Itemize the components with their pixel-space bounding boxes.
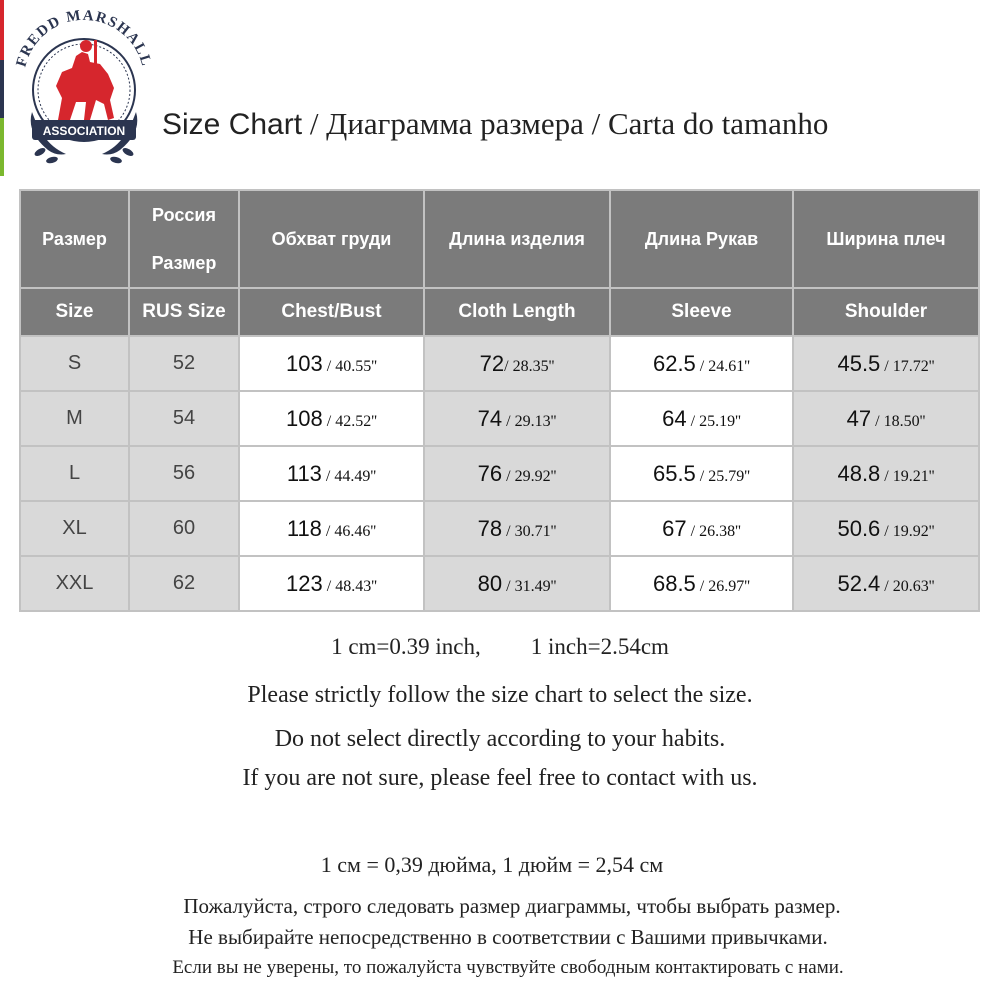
table-row bbox=[20, 446, 979, 501]
shoulder-inch: / 19.21'' bbox=[880, 467, 935, 485]
header-ru-cell: Ширина плеч bbox=[793, 190, 979, 288]
sleeve-cell bbox=[610, 336, 793, 391]
size-cell: XXL bbox=[20, 556, 129, 611]
header-en-cell: Size bbox=[20, 288, 129, 336]
header-ru-cell: Длина Рукав bbox=[610, 190, 793, 288]
table-header-en bbox=[20, 288, 979, 336]
rus-size-cell: 54 bbox=[129, 391, 239, 446]
conversion-note-ru: 1 см = 0,39 дюйма, 1 дюйм = 2,54 см bbox=[320, 852, 664, 877]
sleeve-inch: / 25.19'' bbox=[686, 412, 741, 430]
length-cell bbox=[424, 446, 610, 501]
size-cell: L bbox=[20, 446, 129, 501]
chest-cm: 118 bbox=[286, 515, 322, 541]
brand-stripe-green bbox=[0, 118, 4, 176]
length-inch: / 29.92'' bbox=[502, 467, 557, 485]
chest-cell bbox=[239, 446, 424, 501]
header-en-cell: Shoulder bbox=[793, 288, 979, 336]
shoulder-inch: / 17.72'' bbox=[880, 357, 935, 375]
chest-cm: 123 bbox=[286, 570, 323, 596]
header-ru-cell: Размер bbox=[20, 190, 129, 288]
chest-inch: / 46.46'' bbox=[321, 522, 377, 540]
length-cm: 74 bbox=[477, 405, 503, 431]
conversion-cm-text: 1 cm=0.39 inch, bbox=[331, 634, 481, 659]
length-cell bbox=[424, 391, 610, 446]
shoulder-cell bbox=[793, 556, 979, 611]
title-main: Size Chart bbox=[162, 108, 303, 141]
chest-cell bbox=[239, 501, 424, 556]
shoulder-cm: 52.4 bbox=[837, 570, 881, 596]
header-en-cell: RUS Size bbox=[129, 288, 239, 336]
header-ru-cell: Россия Размер bbox=[129, 190, 239, 288]
chest-inch: / 40.55'' bbox=[322, 357, 377, 375]
length-inch: / 31.49'' bbox=[502, 577, 557, 595]
note-ru-line-1: Пожалуйста, строго следовать размер диаграммы, чтобы выбрать размер. bbox=[183, 894, 841, 918]
shoulder-cm: 48.8 bbox=[837, 460, 881, 486]
chest-cm: 113 bbox=[286, 460, 322, 486]
sleeve-cell bbox=[610, 556, 793, 611]
conversion-inch-text: 1 inch=2.54cm bbox=[530, 634, 669, 659]
length-inch: / 28.35'' bbox=[504, 357, 555, 375]
chest-inch: / 42.52'' bbox=[322, 412, 377, 430]
sleeve-cm: 62.5 bbox=[652, 350, 696, 376]
shoulder-inch: / 20.63'' bbox=[880, 577, 935, 595]
length-cm: 80 bbox=[477, 570, 503, 596]
length-cell bbox=[424, 556, 610, 611]
length-cell bbox=[424, 336, 610, 391]
note-ru-line-2: Не выбирайте непосредственно в соответствии с Вашими привычками. bbox=[188, 925, 828, 949]
sleeve-cm: 65.5 bbox=[652, 460, 696, 486]
shoulder-cell bbox=[793, 391, 979, 446]
chest-inch: / 44.49'' bbox=[321, 467, 377, 485]
chest-inch: / 48.43'' bbox=[322, 577, 377, 595]
size-cell: S bbox=[20, 336, 129, 391]
chest-cell bbox=[239, 336, 424, 391]
table-row bbox=[20, 556, 979, 611]
chest-cell bbox=[239, 556, 424, 611]
length-inch: / 30.71'' bbox=[502, 522, 557, 540]
sleeve-cm: 68.5 bbox=[652, 570, 696, 596]
shoulder-cm: 47 bbox=[846, 405, 872, 431]
title-rest: / Диаграмма размера / Carta do tamanho bbox=[302, 106, 829, 141]
length-inch: / 29.13'' bbox=[502, 412, 557, 430]
rus-size-cell: 52 bbox=[129, 336, 239, 391]
shoulder-cell bbox=[793, 446, 979, 501]
header-ru-cell: Длина изделия bbox=[424, 190, 610, 288]
length-cell bbox=[424, 501, 610, 556]
size-cell: XL bbox=[20, 501, 129, 556]
chest-cm: 103 bbox=[286, 350, 323, 376]
note-en-line-3: If you are not sure, please feel free to contact with us. bbox=[242, 765, 758, 791]
logo-ribbon-text: ASSOCIATION bbox=[42, 124, 126, 138]
length-cm: 72 bbox=[479, 350, 505, 376]
note-en-line-1: Please strictly follow the size chart to select the size. bbox=[247, 682, 753, 708]
length-cm: 76 bbox=[477, 460, 503, 486]
brand-stripe-navy bbox=[0, 60, 4, 118]
brand-stripe-red bbox=[0, 0, 4, 60]
shoulder-inch: / 19.92'' bbox=[880, 522, 935, 540]
sleeve-cell bbox=[610, 391, 793, 446]
size-cell: M bbox=[20, 391, 129, 446]
shoulder-cell bbox=[793, 501, 979, 556]
rus-size-cell: 56 bbox=[129, 446, 239, 501]
header-en-cell: Cloth Length bbox=[424, 288, 610, 336]
sleeve-inch: / 26.97'' bbox=[695, 577, 751, 595]
sleeve-inch: / 24.61'' bbox=[695, 357, 751, 375]
sleeve-inch: / 26.38'' bbox=[686, 522, 741, 540]
table-row bbox=[20, 391, 979, 446]
shoulder-inch: / 18.50'' bbox=[871, 412, 926, 430]
header-en-cell: Chest/Bust bbox=[239, 288, 424, 336]
conversion-note-en bbox=[0, 634, 1000, 660]
shoulder-cell bbox=[793, 336, 979, 391]
sleeve-inch: / 25.79'' bbox=[695, 467, 751, 485]
shoulder-cm: 45.5 bbox=[837, 350, 881, 376]
sleeve-cm: 64 bbox=[662, 405, 687, 431]
sleeve-cm: 67 bbox=[662, 515, 687, 541]
sleeve-cell bbox=[610, 446, 793, 501]
header-en-cell: Sleeve bbox=[610, 288, 793, 336]
logo-arc-text: FREDD MARSHALL bbox=[13, 7, 155, 69]
brand-logo bbox=[10, 2, 158, 172]
rus-size-cell: 62 bbox=[129, 556, 239, 611]
chest-cm: 108 bbox=[286, 405, 323, 431]
table-header-ru bbox=[20, 190, 979, 288]
length-cm: 78 bbox=[477, 515, 503, 541]
chest-cell bbox=[239, 391, 424, 446]
rus-size-cell: 60 bbox=[129, 501, 239, 556]
table-row bbox=[20, 336, 979, 391]
size-chart-table bbox=[19, 189, 980, 612]
page-title bbox=[162, 106, 828, 142]
note-en-line-2: Do not select directly according to your habits. bbox=[274, 726, 726, 752]
table-row bbox=[20, 501, 979, 556]
shoulder-cm: 50.6 bbox=[837, 515, 881, 541]
sleeve-cell bbox=[610, 501, 793, 556]
note-ru-line-3: Если вы не уверены, то пожалуйста чувствуйте свободным контактировать с нами. bbox=[172, 957, 844, 978]
header-ru-cell: Обхват груди bbox=[239, 190, 424, 288]
